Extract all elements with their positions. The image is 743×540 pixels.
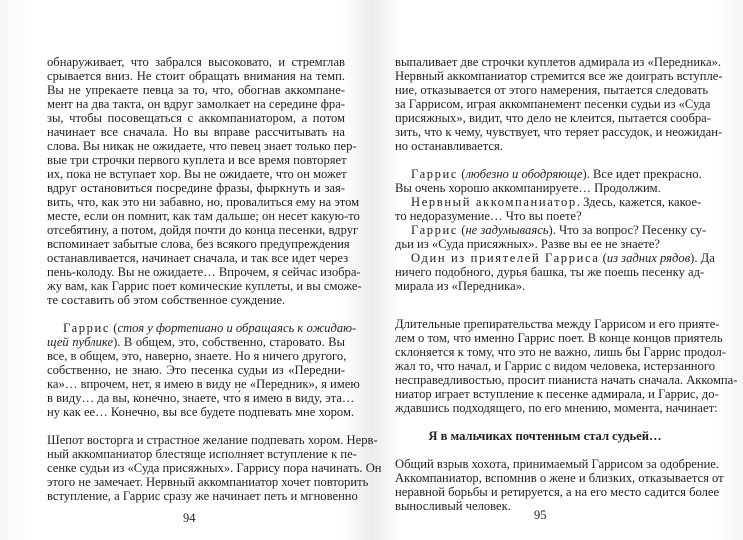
text-line: пень-колоду. Вы не ожидаете… Впрочем, я сейчас изобра- <box>47 265 361 279</box>
text-line: ка»… впрочем, нет, я имею в виду не «Передник», я имею <box>47 377 360 391</box>
text-line: Вы очень хорошо аккомпанируете… Продолжим. <box>395 181 661 195</box>
text-line: зы, чтобы посовещаться с аккомпаниатором, а потом <box>47 111 345 125</box>
text-line: вступление, а Гаррис сразу же начинает петь и мгновенно <box>47 489 358 503</box>
speaker-name: Гаррис <box>411 223 459 237</box>
text-line: слова. Вы никак не ожидаете, что певец знает только пер- <box>47 139 357 153</box>
text-line: но останавливается. <box>395 139 503 153</box>
text-line <box>47 335 345 349</box>
text-line: этого не замечает. Нервный аккомпаниатор хочет повторить <box>47 475 369 489</box>
left-page-text <box>47 55 382 503</box>
text-line: Вы не упрекаете певца за то, что, обогнав аккомпане- <box>47 83 345 97</box>
text-line: собственно, не знаю. Это песенка судьи из «Передни- <box>47 363 345 377</box>
text-line: Общий взрыв хохота, принимаемый Гаррисом за одобрение. <box>395 457 720 471</box>
text-line: сенке судьи из «Суда присяжных». Гаррису пора начинать. Он <box>47 461 382 475</box>
text-segment: ( <box>110 321 118 335</box>
paragraph <box>395 223 707 251</box>
text-line: ждавшись подходящего, по его мнению, момента, начинает: <box>395 401 718 415</box>
paragraph <box>395 55 723 153</box>
text-line: лем о том, что́ именно Гаррис поет. В конце концов приятель <box>395 331 723 345</box>
stage-direction: любезно и ободряюще <box>465 167 583 181</box>
text-line: вить, что, как это ни забавно, но, провалиться ему на этом <box>47 195 360 209</box>
text-line: их, пока не вступает хор. Вы не ожидаете, что он может <box>47 167 347 181</box>
text-line: вые три строчки первого куплета и все время повторяет <box>47 153 347 167</box>
text-line: мент на два такта, он вдруг замолкает на середине фра- <box>47 97 345 111</box>
text-line: обнаруживает, что забрался высоковато, и стремглав <box>47 55 345 69</box>
paragraph <box>395 195 702 223</box>
paragraph <box>395 251 715 293</box>
text-line: ниатор играет вступление к песенке адмирала, и Гаррис, до- <box>395 387 719 401</box>
text-line: отсебятину, а потом, дойдя почти до конца песенки, вдруг <box>47 223 359 237</box>
verse-line <box>395 429 695 443</box>
page-number-left: 94 <box>183 511 196 525</box>
text-line: зить, что к чему, чувствует, что теряет рассудок, и неожидан- <box>395 125 723 139</box>
text-segment: . Здесь, кажется, какое- <box>576 195 702 209</box>
text-line: те составить об этом собственное суждение. <box>47 293 286 307</box>
text-line: Нервный аккомпаниатор стремится все же доиграть вступле- <box>395 69 723 83</box>
text-line: вспоминает забытые слова, без всякого предупреждения <box>47 237 350 251</box>
text-line <box>395 167 702 181</box>
paragraph <box>395 167 702 195</box>
text-line: Шепот восторга и страстное желание подпевать хором. Нерв- <box>47 433 378 447</box>
text-line: присяжных», видит, что дело не клеится, пытается сообра- <box>395 111 711 125</box>
text-line: ние, отказывается от этого намерения, пытается следовать <box>395 83 709 97</box>
text-line: останавливается, начинает сначала, и так все идет через <box>47 251 349 265</box>
stage-direction: щей публике <box>47 335 114 349</box>
text-line <box>47 321 357 335</box>
text-line: за Гаррисом, играя аккомпанемент песенки судьи из «Суда <box>395 97 711 111</box>
text-line: Я в мальчиках почтенным стал судьей… <box>428 429 662 443</box>
text-segment: ). Да <box>690 251 715 265</box>
stage-direction: стоя у фортепиано и обращаясь к ожидаю- <box>117 321 357 335</box>
text-line: месте, если он помнит, как там дальше; он несет какую-то <box>47 209 360 223</box>
text-line: выносливый человек. <box>395 499 511 513</box>
text-segment: ). Что за вопрос? Песенку су- <box>548 223 707 237</box>
paragraph <box>395 457 724 513</box>
text-line: Аккомпаниатор, вспомнив о жене и близких, отказывается от <box>395 471 724 485</box>
paragraph <box>47 433 382 503</box>
text-line: жу вам, как Гаррис поет комические куплеты, и вы сможе- <box>47 279 362 293</box>
text-line: срывается вниз. Не стоит обращать внимания на темп. <box>47 69 345 83</box>
text-line: начинает все сначала. Но вы вправе рассчитывать на <box>47 125 345 139</box>
text-line: неравной борьбы и ретируется, а на его место садится более <box>395 485 720 499</box>
text-line: выпаливает две строчки куплетов адмирала из «Передника». <box>395 55 722 69</box>
page-number-right: 95 <box>534 508 547 522</box>
text-line: несправедливостью, просит пианиста начать сначала. Аккомпа- <box>395 373 738 387</box>
right-page <box>372 0 743 540</box>
text-line: дьи из «Суда присяжных». Разве вы ее не знаете? <box>395 237 661 251</box>
text-segment: ). Все идет прекрасно. <box>582 167 702 181</box>
text-segment: ( <box>599 251 607 265</box>
text-line: то недоразумение… Что вы поете? <box>395 209 582 223</box>
text-line: ничего подобного, дурья башка, ты же поешь песенку ад- <box>395 265 705 279</box>
text-line <box>395 223 707 237</box>
text-segment: ). В общем, это, собственно, старовато. Вы <box>113 335 346 349</box>
text-segment: ( <box>458 223 466 237</box>
speaker-name: Нервный аккомпаниатор <box>411 195 577 209</box>
text-line: Длительные препирательства между Гаррисом и его прияте- <box>395 317 720 331</box>
text-line <box>395 251 715 265</box>
text-segment: ( <box>458 167 466 181</box>
speaker-name: Гаррис <box>411 167 459 181</box>
text-line: все, в общем, это, наверно, знаете. Но я ничего другого, <box>47 349 347 363</box>
stage-direction: из задних рядов <box>606 251 691 265</box>
text-line <box>395 195 702 209</box>
speaker-name: Один из приятелей Гарриса <box>411 251 600 265</box>
paragraph <box>395 317 738 415</box>
text-line: ну как ее… Конечно, вы все будете подпевать мне хором. <box>47 405 355 419</box>
speaker-name: Гаррис <box>63 321 111 335</box>
text-line: жал то, что начал, и Гаррис с видом человека, истерзанного <box>395 359 715 373</box>
paragraph <box>47 321 360 419</box>
paragraph <box>47 55 362 307</box>
text-line: мирала из «Передника». <box>395 279 526 293</box>
text-line: вдруг остановиться посредине фразы, фыркнуть и зая- <box>47 181 345 195</box>
right-page-text <box>395 55 738 513</box>
text-line: ный аккомпаниатор блестяще исполняет вступление к пе- <box>47 447 357 461</box>
stage-direction: не задумываясь <box>465 223 549 237</box>
text-line: склоняется к тому, что это не важно, лишь бы Гаррис продол- <box>395 345 726 359</box>
text-line: в виду… да вы, конечно, знаете, что́ я имею в виду, эта… <box>47 391 355 405</box>
